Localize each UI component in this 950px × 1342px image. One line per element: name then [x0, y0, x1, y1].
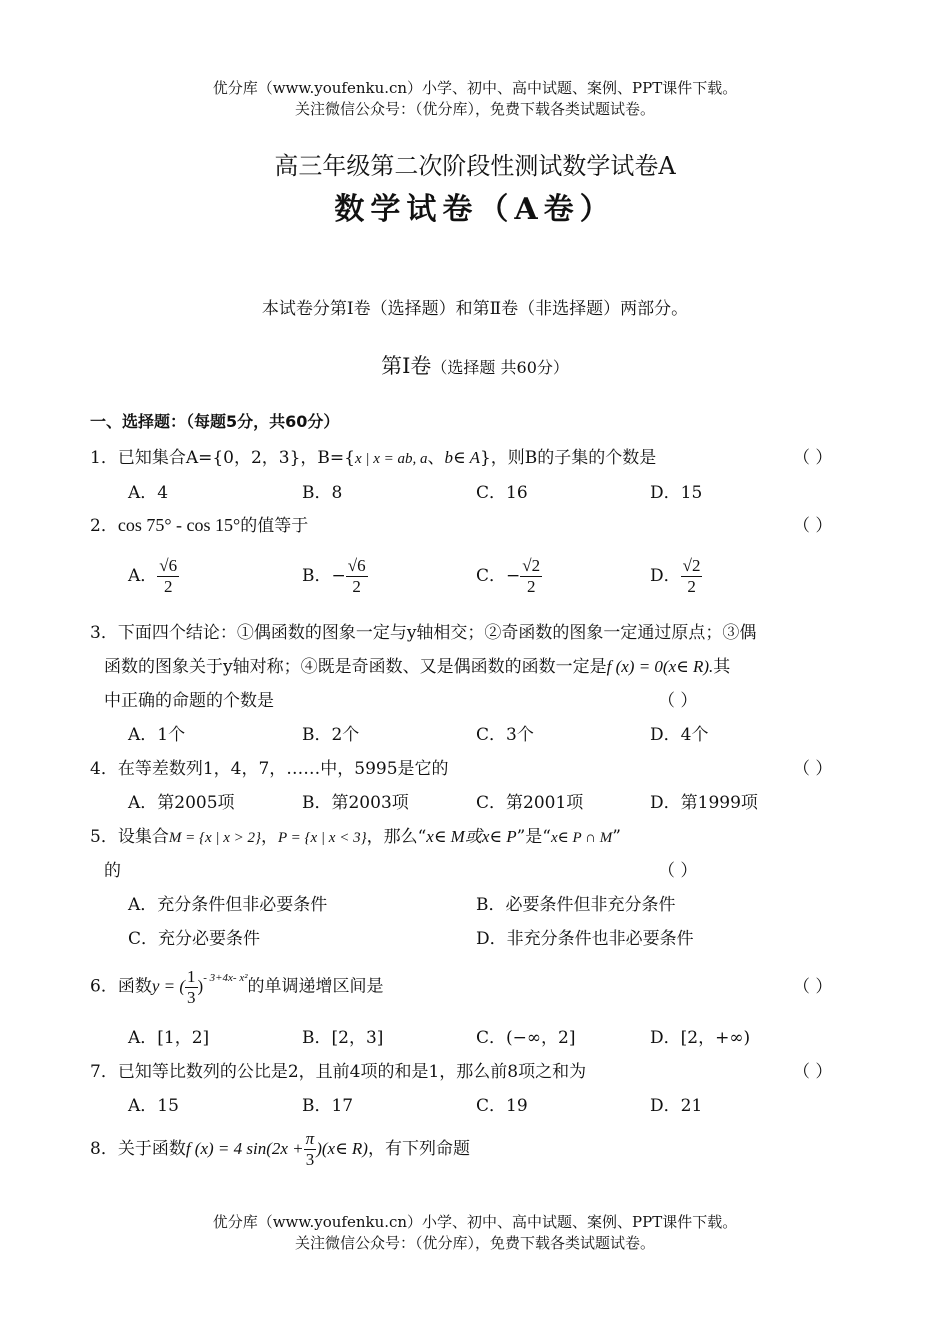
q3-option-a: A．1个	[128, 725, 186, 745]
q8-frac-den: 3	[305, 1150, 315, 1169]
q2-option-a-den: 2	[163, 577, 173, 596]
q3-line2-a: 函数的图象关于y轴对称；④既是奇函数、又是偶函数的函数一定是	[104, 657, 607, 677]
q3-option-c: C．3个	[476, 725, 534, 745]
q6-option-c: C．(−∞，2]	[476, 1028, 576, 1048]
q6-stem-b: 的单调递增区间是	[247, 976, 384, 997]
q2-option-c-label: C．	[476, 566, 507, 586]
q2-number: 2．	[90, 516, 118, 536]
q6-frac-den: 3	[187, 987, 196, 1007]
q3-line2-math: f (x) = 0(x∈ R).	[606, 657, 714, 676]
q2-option-c-fraction	[520, 556, 542, 597]
q6-y-eq: y = (	[151, 976, 186, 996]
q7-option-a: A．15	[128, 1096, 179, 1116]
q2-option-b	[302, 556, 368, 597]
q3-line3: 中正确的命题的个数是	[104, 691, 274, 711]
q8-stem-a: 8．关于函数	[90, 1139, 186, 1159]
q5-stem-d: ”	[612, 827, 621, 847]
q6-stem	[90, 960, 384, 1009]
q1-stem-b: 、	[427, 448, 445, 468]
q5-option-a: A．充分条件但非必要条件	[128, 895, 328, 915]
q1-option-c: C．16	[476, 483, 528, 503]
q8-fraction	[304, 1129, 317, 1170]
top-banner-line2: 关注微信公众号：（优分库），免费下载各类试题试卷。	[294, 100, 655, 118]
q2-answer-paren: （ ）	[793, 516, 833, 536]
q3-line2-b: 其	[713, 657, 731, 677]
q4-option-d: D．第1999项	[650, 793, 758, 813]
q2-expression: cos 75° - cos 15°	[117, 515, 241, 535]
top-banner-line1: 优分库（www.youfenku.cn）小学、初中、高中试题、案例、PPT课件下载。	[212, 79, 738, 97]
footer-line2: 关注微信公众号：（优分库），免费下载各类试题试卷。	[294, 1234, 655, 1252]
q6-frac-num: 1	[187, 966, 196, 986]
q7-answer-paren: （ ）	[793, 1062, 833, 1082]
q1-set-cond: b∈ A	[444, 448, 480, 467]
q5-stem-a: 5．设集合	[90, 827, 169, 847]
q3-option-b: B．2个	[302, 725, 360, 745]
q7-option-d: D．21	[650, 1096, 703, 1116]
q2-option-a-num: √6	[159, 556, 178, 575]
q2-option-c-sign: −	[506, 566, 521, 586]
footer-line1: 优分库（www.youfenku.cn）小学、初中、高中试题、案例、PPT课件下载。	[212, 1213, 738, 1231]
q3-option-d: D．4个	[650, 725, 709, 745]
section1-heading: 一、选择题：（每题5分，共60分）	[90, 412, 340, 431]
q1-stem	[90, 443, 656, 468]
q6-option-d: D．[2，+∞)	[650, 1028, 751, 1048]
q6-answer-paren: （ ）	[793, 977, 833, 997]
q5-stem-c: ”是“	[516, 827, 551, 847]
q1-option-b: B．8	[302, 483, 343, 503]
q6-option-a: A．[1，2]	[128, 1028, 210, 1048]
intro-text: 本试卷分第Ⅰ卷（选择题）和第Ⅱ卷（非选择题）两部分。	[261, 299, 689, 319]
q5-set-p: P = {x | x < 3}	[278, 830, 367, 846]
part1-main: 第Ⅰ卷	[381, 354, 432, 378]
q3-line1: 3．下面四个结论：①偶函数的图象一定与y轴相交；②奇函数的图象一定通过原点；③偶	[90, 623, 757, 643]
exam-subtitle: 数学试卷（A卷）	[334, 192, 616, 227]
q1-stem-a: 1．已知集合A={0，2，3}，B={	[90, 448, 355, 468]
q5-set-m: M = {x | x > 2}	[168, 830, 262, 846]
q1-set-builder: x | x = ab, a	[354, 451, 428, 467]
q1-answer-paren: （ ）	[793, 448, 833, 468]
q2-option-c-num: √2	[522, 556, 541, 575]
q6-exponent: - 3+4x- x²	[203, 972, 248, 984]
q7-option-b: B．17	[302, 1096, 354, 1116]
q5-line2: 的	[104, 861, 121, 881]
q4-option-c: C．第2001项	[476, 793, 584, 813]
q5-stem-b: ，那么“	[366, 827, 427, 847]
exam-title: 高三年级第二次阶段性测试数学试卷A	[274, 152, 676, 180]
q2-option-d-den: 2	[687, 577, 696, 596]
q1-option-d: D．15	[650, 483, 703, 503]
q2-option-d	[650, 556, 702, 597]
q1-stem-c: }，则B的子集的个数是	[479, 448, 657, 468]
q6-fraction	[185, 967, 198, 1008]
q8-func-b: )(x∈ R)	[316, 1139, 368, 1158]
part1-heading	[0, 350, 950, 380]
q2-option-b-sign: −	[331, 566, 346, 586]
q6-close-paren: )	[197, 976, 204, 996]
q8-func-a: f (x) = 4 sin(2x +	[185, 1139, 304, 1158]
q3-answer-paren: （ ）	[658, 691, 698, 711]
q5-answer-paren: （ ）	[658, 861, 698, 881]
q2-option-b-label: B．	[302, 566, 332, 586]
q8-frac-num: π	[305, 1129, 315, 1148]
q5-cond1: x∈ M或x∈ P	[426, 827, 517, 846]
q6-option-b: B．[2，3]	[302, 1028, 384, 1048]
q5-option-d: D．非充分条件也非必要条件	[476, 929, 694, 949]
q2-option-b-den: 2	[352, 577, 361, 596]
q4-option-a: A．第2005项	[128, 793, 235, 813]
q1-option-a: A．4	[128, 483, 169, 503]
q2-option-a	[128, 556, 179, 597]
q2-option-c	[476, 556, 542, 597]
q8-stem-b: ，有下列命题	[367, 1139, 470, 1159]
part1-note: （选择题 共60分）	[431, 358, 569, 377]
q2-option-a-fraction	[157, 556, 179, 597]
q2-option-d-num: √2	[682, 556, 701, 575]
q2-option-d-fraction	[681, 556, 703, 597]
q2-option-b-num: √6	[347, 556, 366, 575]
q6-stem-a: 6．函数	[90, 976, 152, 997]
q5-option-b: B．必要条件但非充分条件	[476, 895, 676, 915]
q5-cond2: x∈ P ∩ M	[551, 830, 613, 846]
q2-option-a-label: A．	[128, 566, 158, 586]
q4-option-b: B．第2003项	[302, 793, 409, 813]
q4-stem: 4．在等差数列1，4，7，……中，5995是它的	[90, 759, 449, 779]
q4-answer-paren: （ ）	[793, 759, 833, 779]
q2-option-d-label: D．	[650, 566, 681, 586]
q8-stem	[90, 1124, 470, 1174]
q5-stem	[90, 822, 621, 847]
q2-text: 的值等于	[240, 516, 309, 536]
q2-option-c-den: 2	[526, 577, 536, 596]
q5-option-c: C．充分必要条件	[128, 929, 261, 949]
q2-stem	[90, 511, 308, 536]
q7-option-c: C．19	[476, 1096, 528, 1116]
q3-line2	[104, 652, 730, 677]
q5-comma: ，	[261, 827, 279, 847]
q2-option-b-fraction	[346, 556, 368, 597]
q7-stem: 7．已知等比数列的公比是2，且前4项的和是1，那么前8项之和为	[90, 1062, 587, 1082]
